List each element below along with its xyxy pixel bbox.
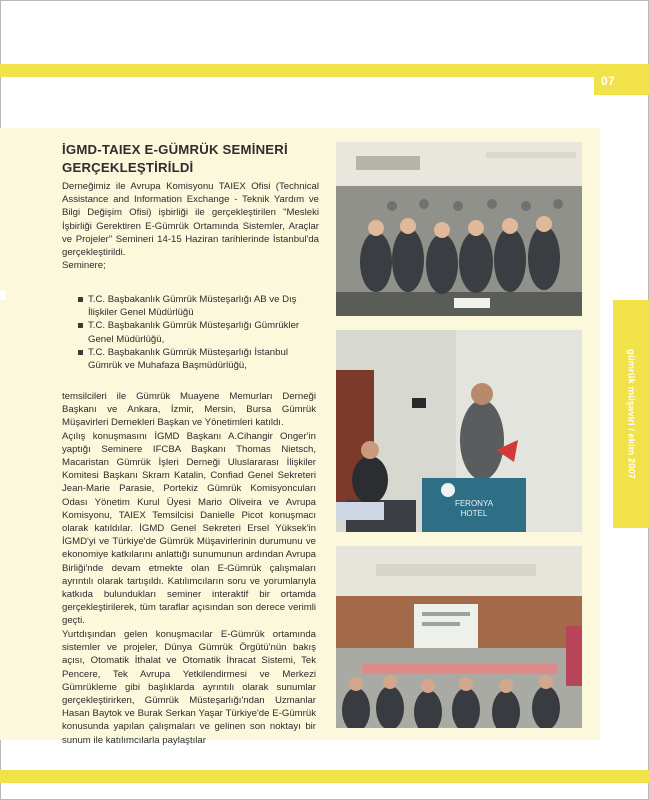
list-item: T.C. Başbakanlık Gümrük Müsteşarlığı AB ve Dış İlişkiler Genel Müdürlüğü: [78, 293, 318, 319]
panel-notch: [0, 290, 6, 300]
podium-sign-line1: FERONYA: [454, 499, 494, 508]
article-body: [62, 390, 316, 628]
article-title: İGMD-TAIEX E-GÜMRÜK SEMİNERİ GERÇEKLEŞTİRİLDİ: [62, 142, 288, 175]
intro-paragraph: Derneğimiz ile Avrupa Komisyonu TAIEX Ofisi (Technical Assistance and Information Exchange - Teknik Yardım ve Bilgi Değişim Ofisi) işbirliği ile gerçekleştirilen "Mesleki İşbirliği Gerektiren E-Gümrük Ortamında Sistemler, Araçlar ve Projeler" Semineri 14-15 Haziran tarihlerinde İstanbul'da gerçekleştirildi.: [62, 181, 319, 259]
intro-lead: Seminere;: [62, 260, 106, 272]
article-body-continued: [62, 628, 316, 747]
list-item: T.C. Başbakanlık Gümrük Müsteşarlığı İstanbul Gümrük ve Muhafaza Başmüdürlüğü,: [78, 346, 318, 372]
body-paragraph: Açılış konuşmasını İGMD Başkanı A.Cihangir Onger'in yaptığı Seminere IFCBA Başkanı Thomas Nietsch, Macaristan Gümrük İşleri Derneği Uluslararası İlişkiler Komitesi Başkanı Skram Katalin, Confiad Genel Sekreteri Jean-Marie Parasie, Portekiz Gümrük Komisyoncuları Odası Yönetim Kurul Üyesi Mario Oliveira ve Avrupa Komisyonu, TAIEX Temsilcisi Danielle Picot konuşmacı olarak katıldılar. İGMD Genel Sekreteri Ersel Yüksek'in İGMD'yi ve Türkiye'de Gümrük Müşavirlerinin durumunu ve ekonomiye katkılarını anlattığı sunumunun ardından Avrupa Birliği'nde devam etmekte olan E-Gümrük çalışmaları ayrıntılı olarak tartışıldı. Katılımcıların soru ve yorumlarıyla katkıda bulundukları seminer interaktif bir ortamda gerçekleştirilerek, tüm taraflar açısından son derece verimli geçti.: [62, 430, 316, 627]
photo-audience: [336, 142, 582, 316]
bottom-accent-band: [0, 770, 649, 783]
article-intro: [62, 180, 319, 272]
page-number: 07: [601, 74, 616, 88]
list-item: T.C. Başbakanlık Gümrük Müsteşarlığı Gümrükler Genel Müdürlüğü,: [78, 319, 318, 345]
podium-sign-line2: HOTEL: [460, 509, 488, 518]
body-paragraph: temsilcileri ile Gümrük Muayene Memurları Derneği Başkanı ve Ankara, İzmir, Mersin, Bursa Gümrük Müşavirleri Dernekleri Başkan ve Yönetimleri katıldı.: [62, 391, 316, 429]
photo-conference-room: [336, 546, 582, 728]
body-paragraph: Yurtdışından gelen konuşmacılar E-Gümrük ortamında sistemler ve projeler, Dünya Gümrük Örgütü'nün bakış açısı, Otomatik İthalat ve Otomatik İhracat Sistemi, Tek Pencere, Tek Avrupa Yetkilendirmesi ve Merkezi Gümrükleme gibi başlıklarda ayrıntılı olarak sunumlar gerçekleştirirken, Gümrük Müsteşarlığı'ndan Uzmanlar Hasan Baytok ve Burak Serkan Yaşar Türkiye'de E-Gümrük konusunda yapılan çalışmaları ve gelinen son noktayı bir sunum ile katılımcılarla paylaştılar: [62, 629, 316, 746]
side-tab-text: gümrük müşaviri / ekim 2007: [625, 349, 637, 479]
photo-speaker-podium: [336, 330, 582, 532]
participant-list: [78, 293, 318, 372]
top-accent-band: [0, 64, 649, 77]
